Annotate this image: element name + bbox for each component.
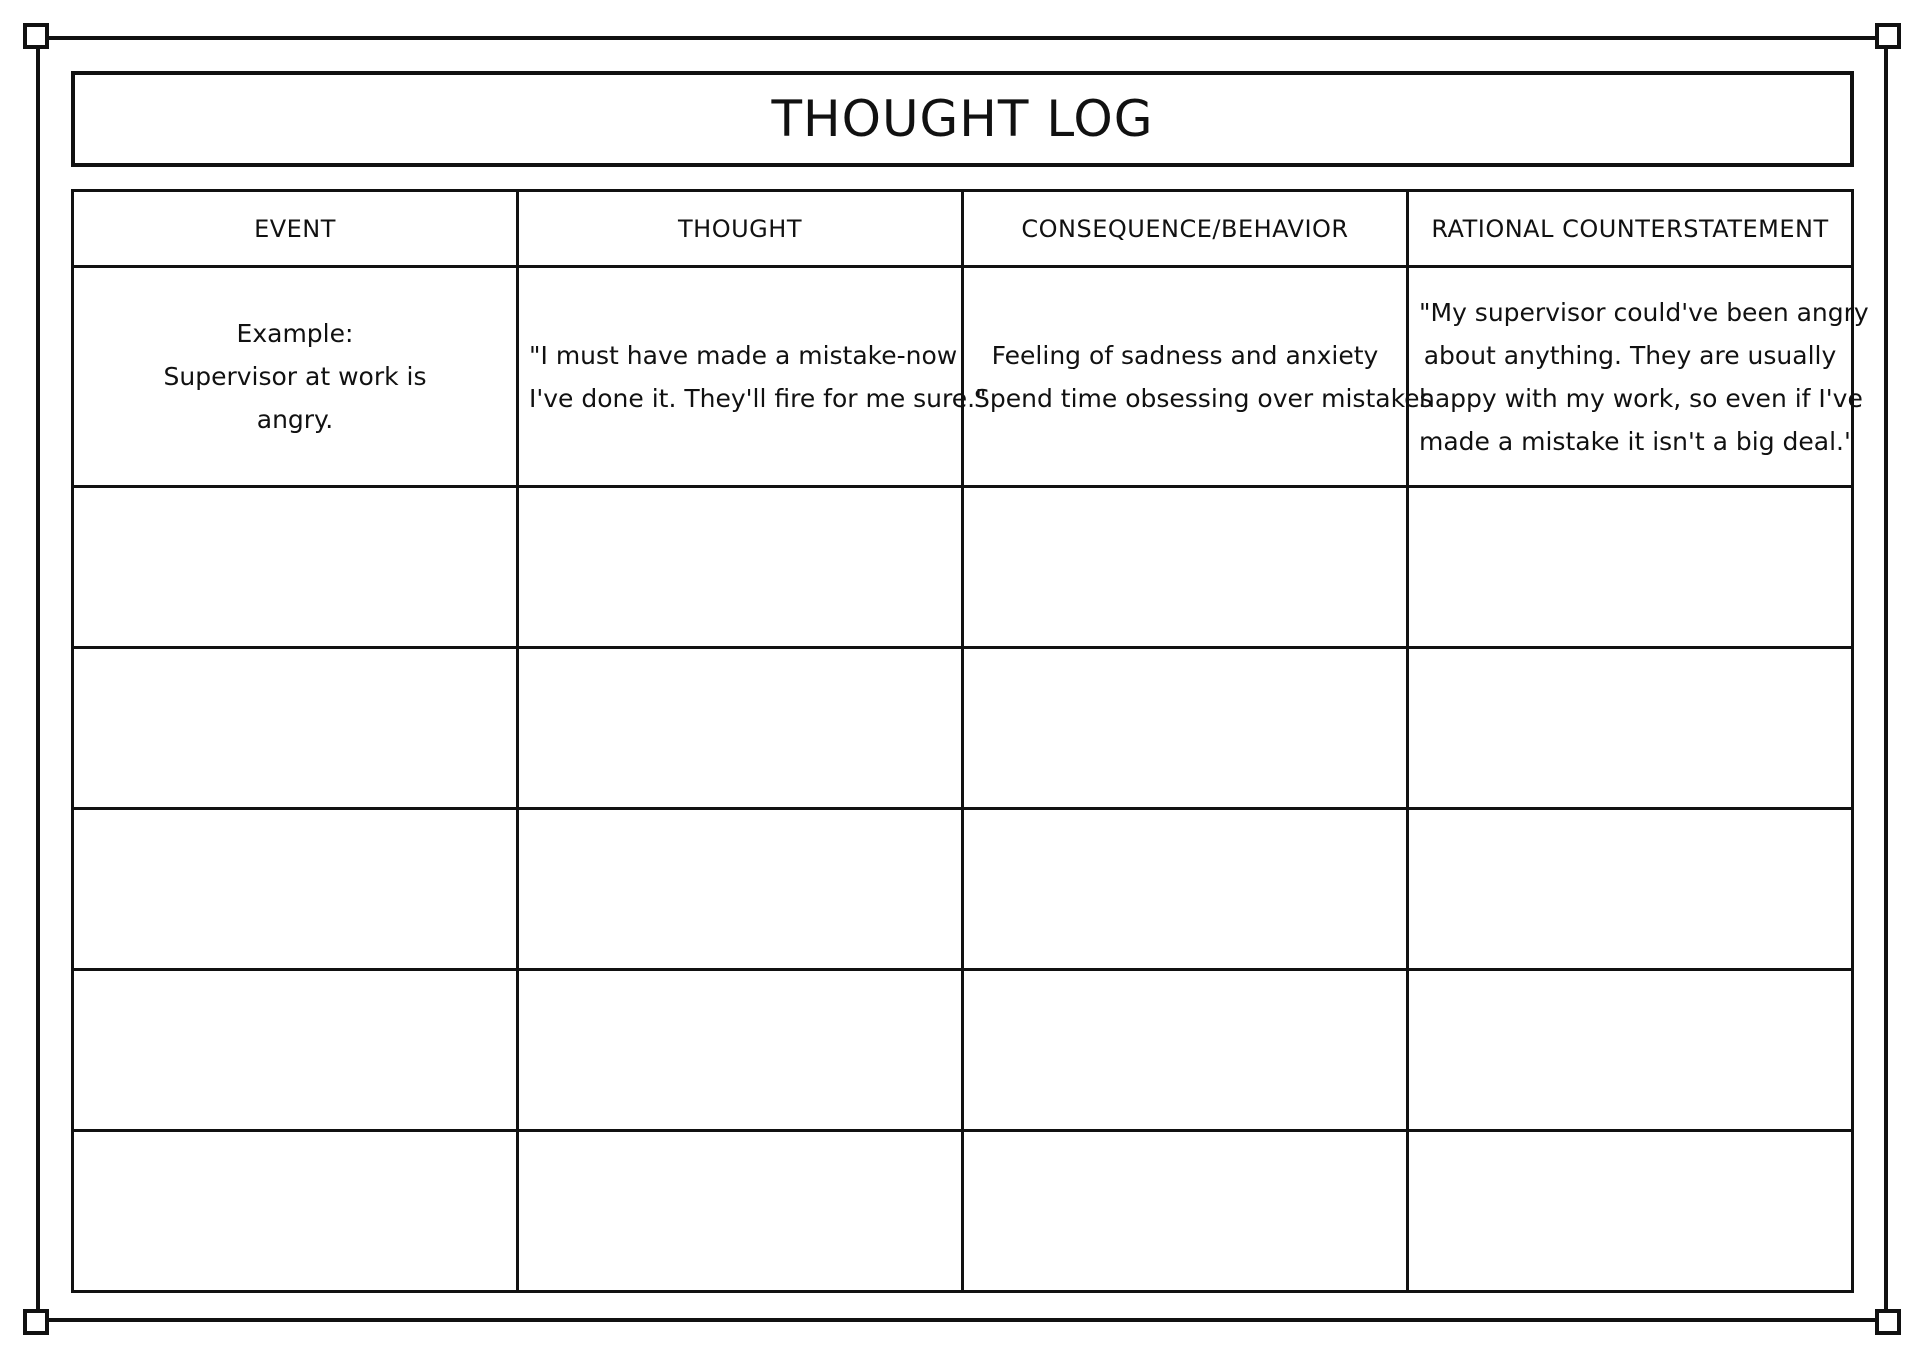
example-counterstatement-line: happy with my work, so even if I've (1419, 383, 1863, 413)
example-consequence-cell (963, 267, 1433, 487)
example-consequence-line: Spend time obsessing over mistakes (974, 383, 1433, 413)
frame-corner-top-left (23, 23, 49, 49)
table-row (73, 648, 1853, 809)
blank-thought-cell[interactable] (518, 487, 963, 648)
example-event-line: Example: (236, 319, 354, 348)
blank-consequence-cell[interactable] (963, 1131, 1408, 1292)
title-box (71, 71, 1854, 167)
example-counterstatement-line: about anything. They are usually (1423, 340, 1837, 370)
blank-event-cell[interactable] (73, 970, 518, 1131)
example-event-line: angry. (256, 405, 334, 434)
frame-corner-bottom-right (1875, 1309, 1901, 1335)
blank-event-cell[interactable] (73, 809, 518, 970)
header-row (73, 191, 1853, 267)
example-counterstatement-line: made a mistake it isn't a big deal." (1419, 426, 1856, 456)
blank-thought-cell[interactable] (518, 1131, 963, 1292)
thought-log-table (71, 189, 1869, 1293)
blank-consequence-cell[interactable] (963, 809, 1408, 970)
blank-counterstatement-cell[interactable] (1408, 809, 1853, 970)
blank-consequence-cell[interactable] (963, 487, 1408, 648)
example-event-cell (73, 267, 518, 487)
example-event-line: Supervisor at work is (163, 362, 427, 391)
frame-corner-bottom-left (23, 1309, 49, 1335)
example-thought-line: I've done it. They'll fire for me sure." (529, 383, 987, 413)
table-row (73, 809, 1853, 970)
column-header-consequence: CONSEQUENCE/BEHAVIOR (963, 191, 1408, 267)
column-header-counterstatement: RATIONAL COUNTERSTATEMENT (1408, 191, 1853, 267)
table-row (73, 487, 1853, 648)
blank-event-cell[interactable] (73, 487, 518, 648)
blank-thought-cell[interactable] (518, 970, 963, 1131)
page-title: THOUGHT LOG (771, 90, 1154, 148)
blank-consequence-cell[interactable] (963, 648, 1408, 809)
example-counterstatement-cell (1408, 267, 1869, 487)
blank-counterstatement-cell[interactable] (1408, 648, 1853, 809)
example-thought-cell (518, 267, 987, 487)
blank-consequence-cell[interactable] (963, 970, 1408, 1131)
example-thought-line: "I must have made a mistake-now (529, 340, 958, 370)
blank-counterstatement-cell[interactable] (1408, 1131, 1853, 1292)
table-row (73, 1131, 1853, 1292)
example-counterstatement-line: "My supervisor could've been angry (1419, 297, 1869, 327)
blank-event-cell[interactable] (73, 648, 518, 809)
column-header-event: EVENT (73, 191, 518, 267)
example-consequence-line: Feeling of sadness and anxiety (991, 340, 1379, 370)
blank-event-cell[interactable] (73, 1131, 518, 1292)
blank-counterstatement-cell[interactable] (1408, 970, 1853, 1131)
column-header-thought: THOUGHT (518, 191, 963, 267)
example-row (73, 267, 1853, 487)
blank-counterstatement-cell[interactable] (1408, 487, 1853, 648)
frame-corner-top-right (1875, 23, 1901, 49)
blank-thought-cell[interactable] (518, 809, 963, 970)
table-row (73, 970, 1853, 1131)
blank-thought-cell[interactable] (518, 648, 963, 809)
